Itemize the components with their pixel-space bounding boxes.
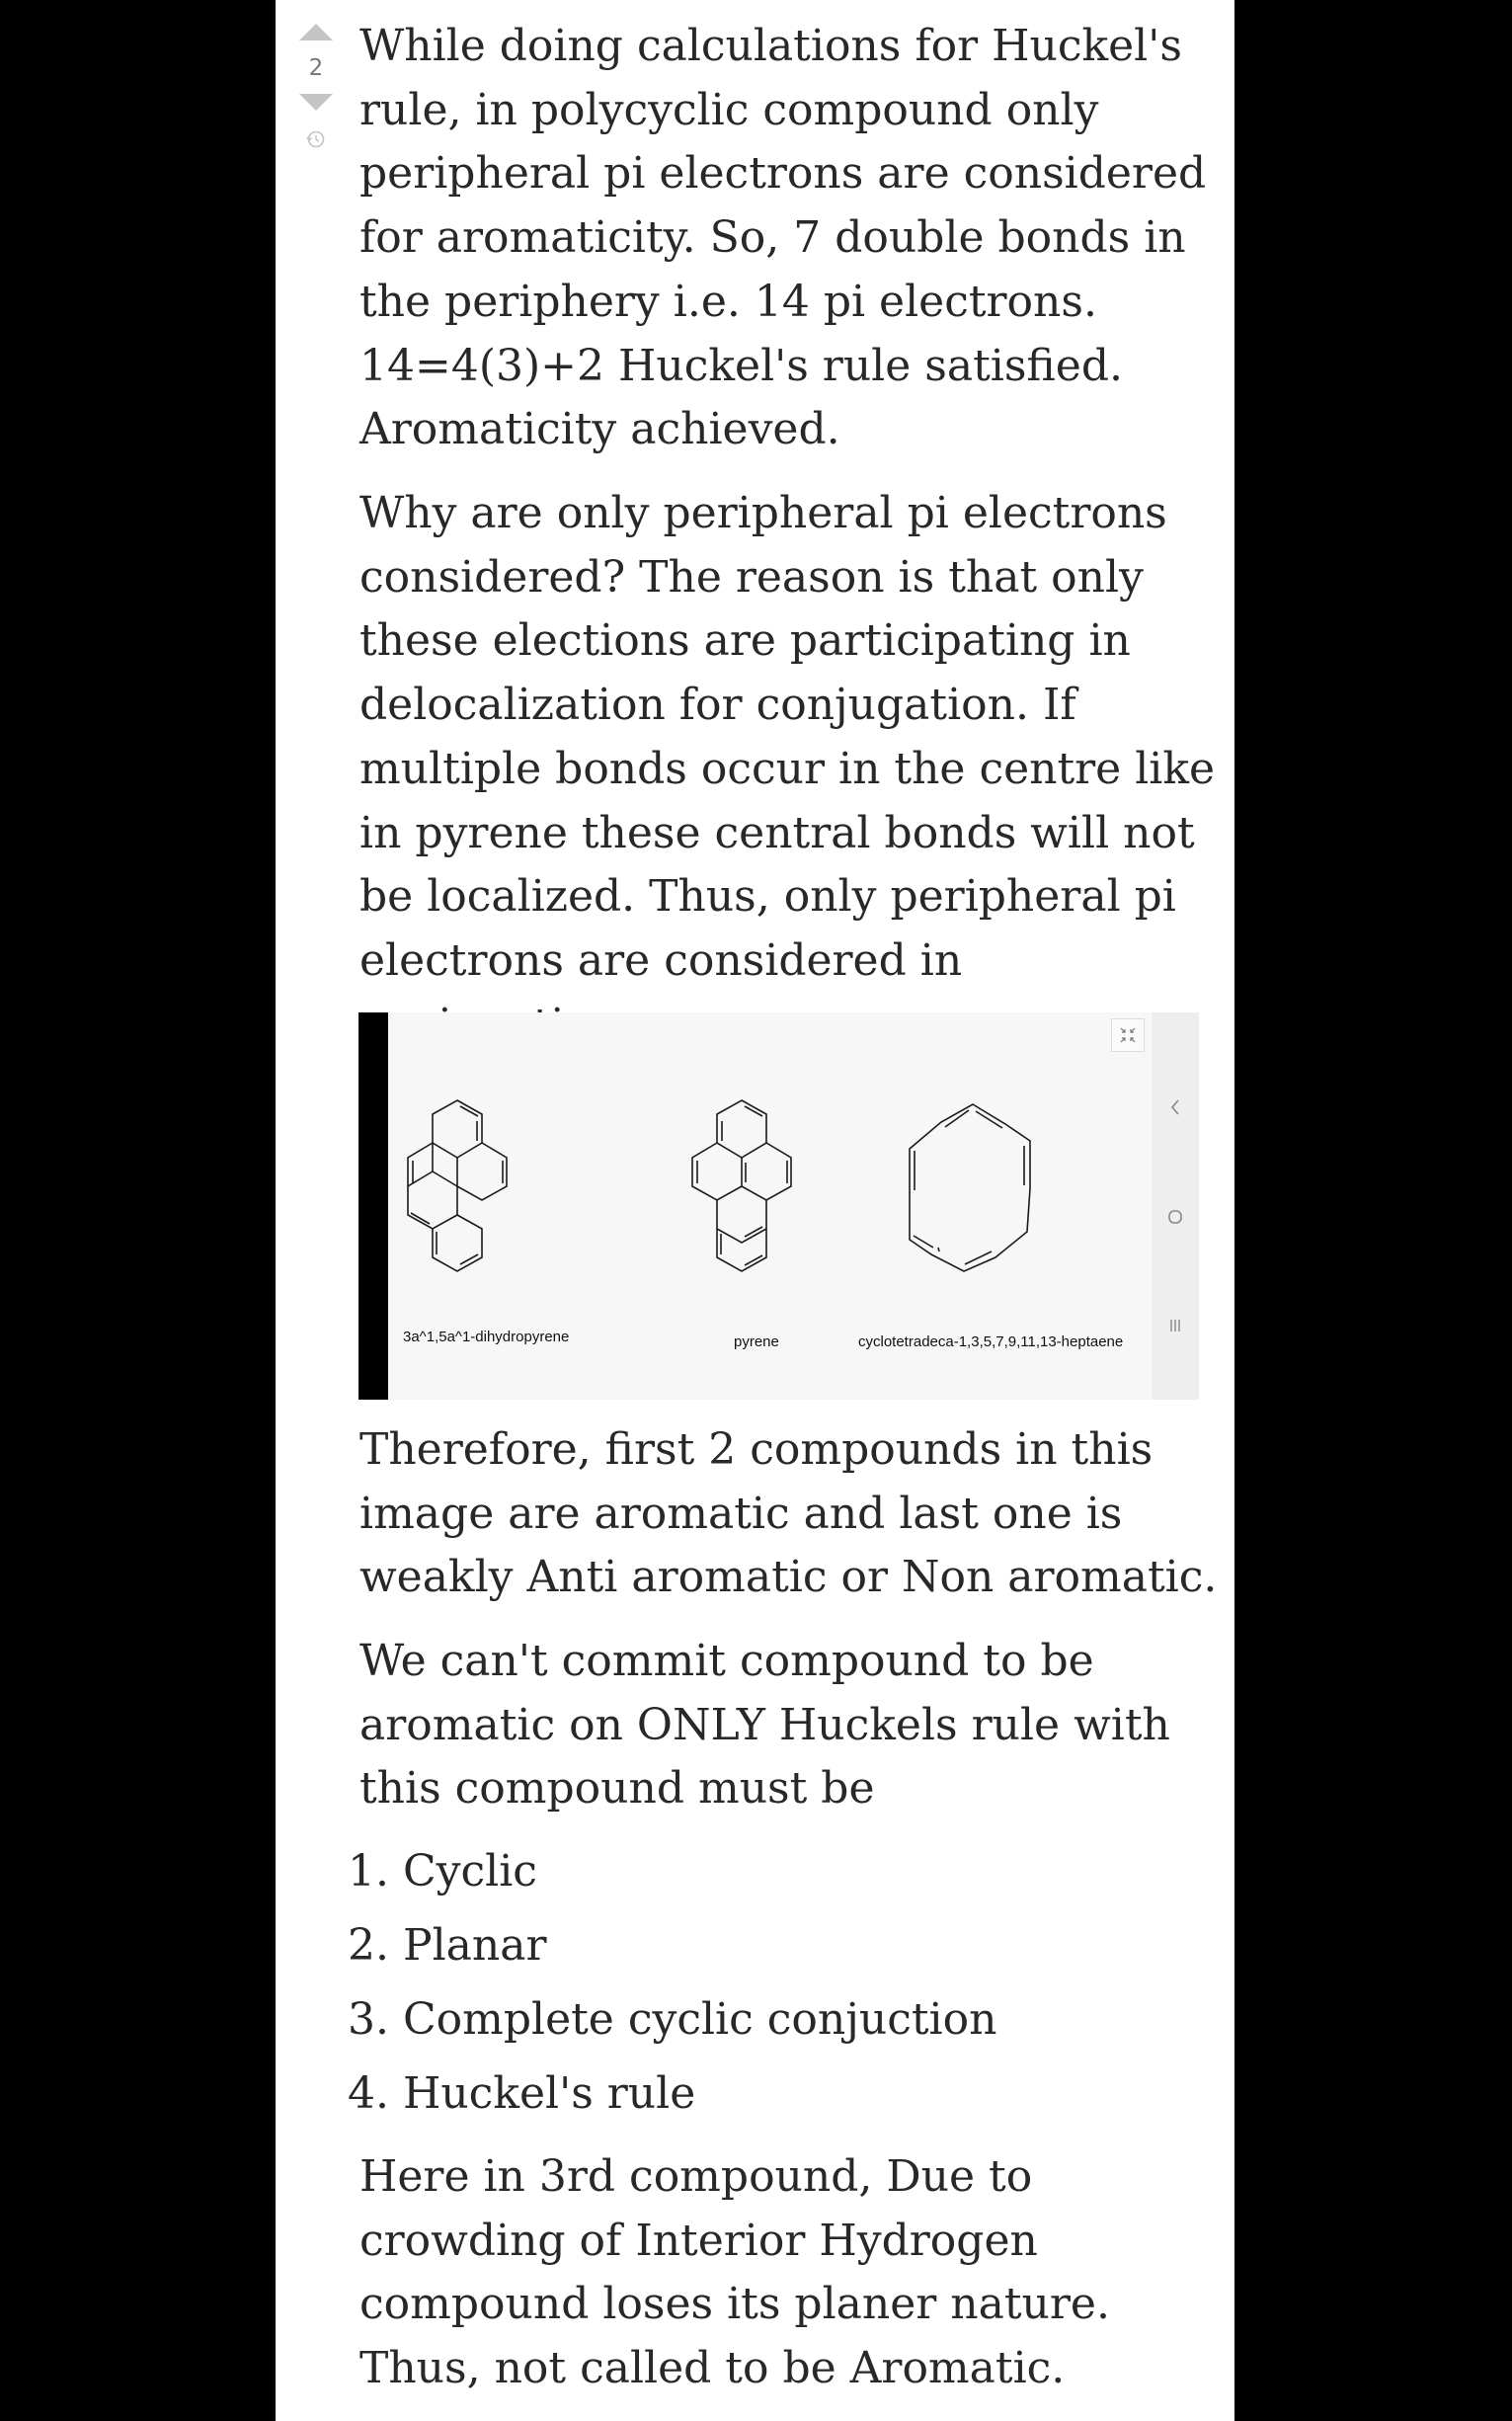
molecule-label: cyclotetradeca-1,3,5,7,9,11,13-heptaene bbox=[858, 1333, 1124, 1350]
answer-paragraph: While doing calculations for Huckel's rule, in polycyclic compound only peripheral pi electrons are considered for aromaticity. So, 7 double bonds in the periphery i.e. 14 pi electrons. 14=4(3)+2 Huckel's rule satisfied. Aromaticity achieved. bbox=[359, 21, 1207, 455]
embedded-screenshot-image[interactable] bbox=[358, 1012, 1199, 1400]
home-circle-icon bbox=[1163, 1205, 1187, 1229]
vote-column bbox=[295, 24, 337, 154]
answer-panel bbox=[276, 0, 1234, 2421]
answer-paragraph: Here in 3rd compound, Due to crowding of Interior Hydrogen compound loses its planer nature. Thus, not called to be Aromatic. bbox=[359, 2151, 1110, 2394]
molecule-label: pyrene bbox=[734, 1333, 779, 1350]
molecule-label: 3a^1,5a^1-dihydropyrene bbox=[403, 1329, 570, 1345]
answer-paragraph: We can't commit compound to be aromatic on ONLY Huckels rule with this compound must be bbox=[359, 1636, 1170, 1815]
recents-lines-icon bbox=[1163, 1314, 1187, 1337]
chevron-left-icon bbox=[1163, 1095, 1187, 1119]
upvote-button[interactable] bbox=[299, 24, 333, 40]
criteria-item: 1. Cyclic bbox=[348, 1846, 537, 1896]
criteria-list bbox=[348, 1834, 996, 2131]
pyrene-structure bbox=[692, 1100, 791, 1271]
history-icon[interactable] bbox=[305, 128, 327, 154]
criteria-item: 2. Planar bbox=[348, 1920, 547, 1971]
answer-paragraph: Therefore, first 2 compounds in this image are aromatic and last one is weakly Anti aromatic or Non aromatic. bbox=[359, 1424, 1218, 1603]
vote-count: 2 bbox=[308, 55, 324, 81]
downvote-button[interactable] bbox=[299, 94, 333, 111]
criteria-item: 3. Complete cyclic conjuction bbox=[348, 1994, 997, 2045]
annulene-structure bbox=[910, 1104, 1030, 1271]
criteria-item: 4. Huckel's rule bbox=[348, 2068, 696, 2119]
dihydropyrene-structure bbox=[408, 1100, 507, 1271]
answer-paragraph: Why are only peripheral pi electrons considered? The reason is that only these elections are participating in delocalization for conjugation. If multiple bonds occur in the centre like in pyrene these central bonds will not be localized. Thus, only peripheral pi electrons are considered in bbox=[359, 488, 1216, 986]
image-nav-bar bbox=[1152, 1012, 1199, 1400]
collapse-arrows-icon[interactable] bbox=[1111, 1018, 1145, 1052]
